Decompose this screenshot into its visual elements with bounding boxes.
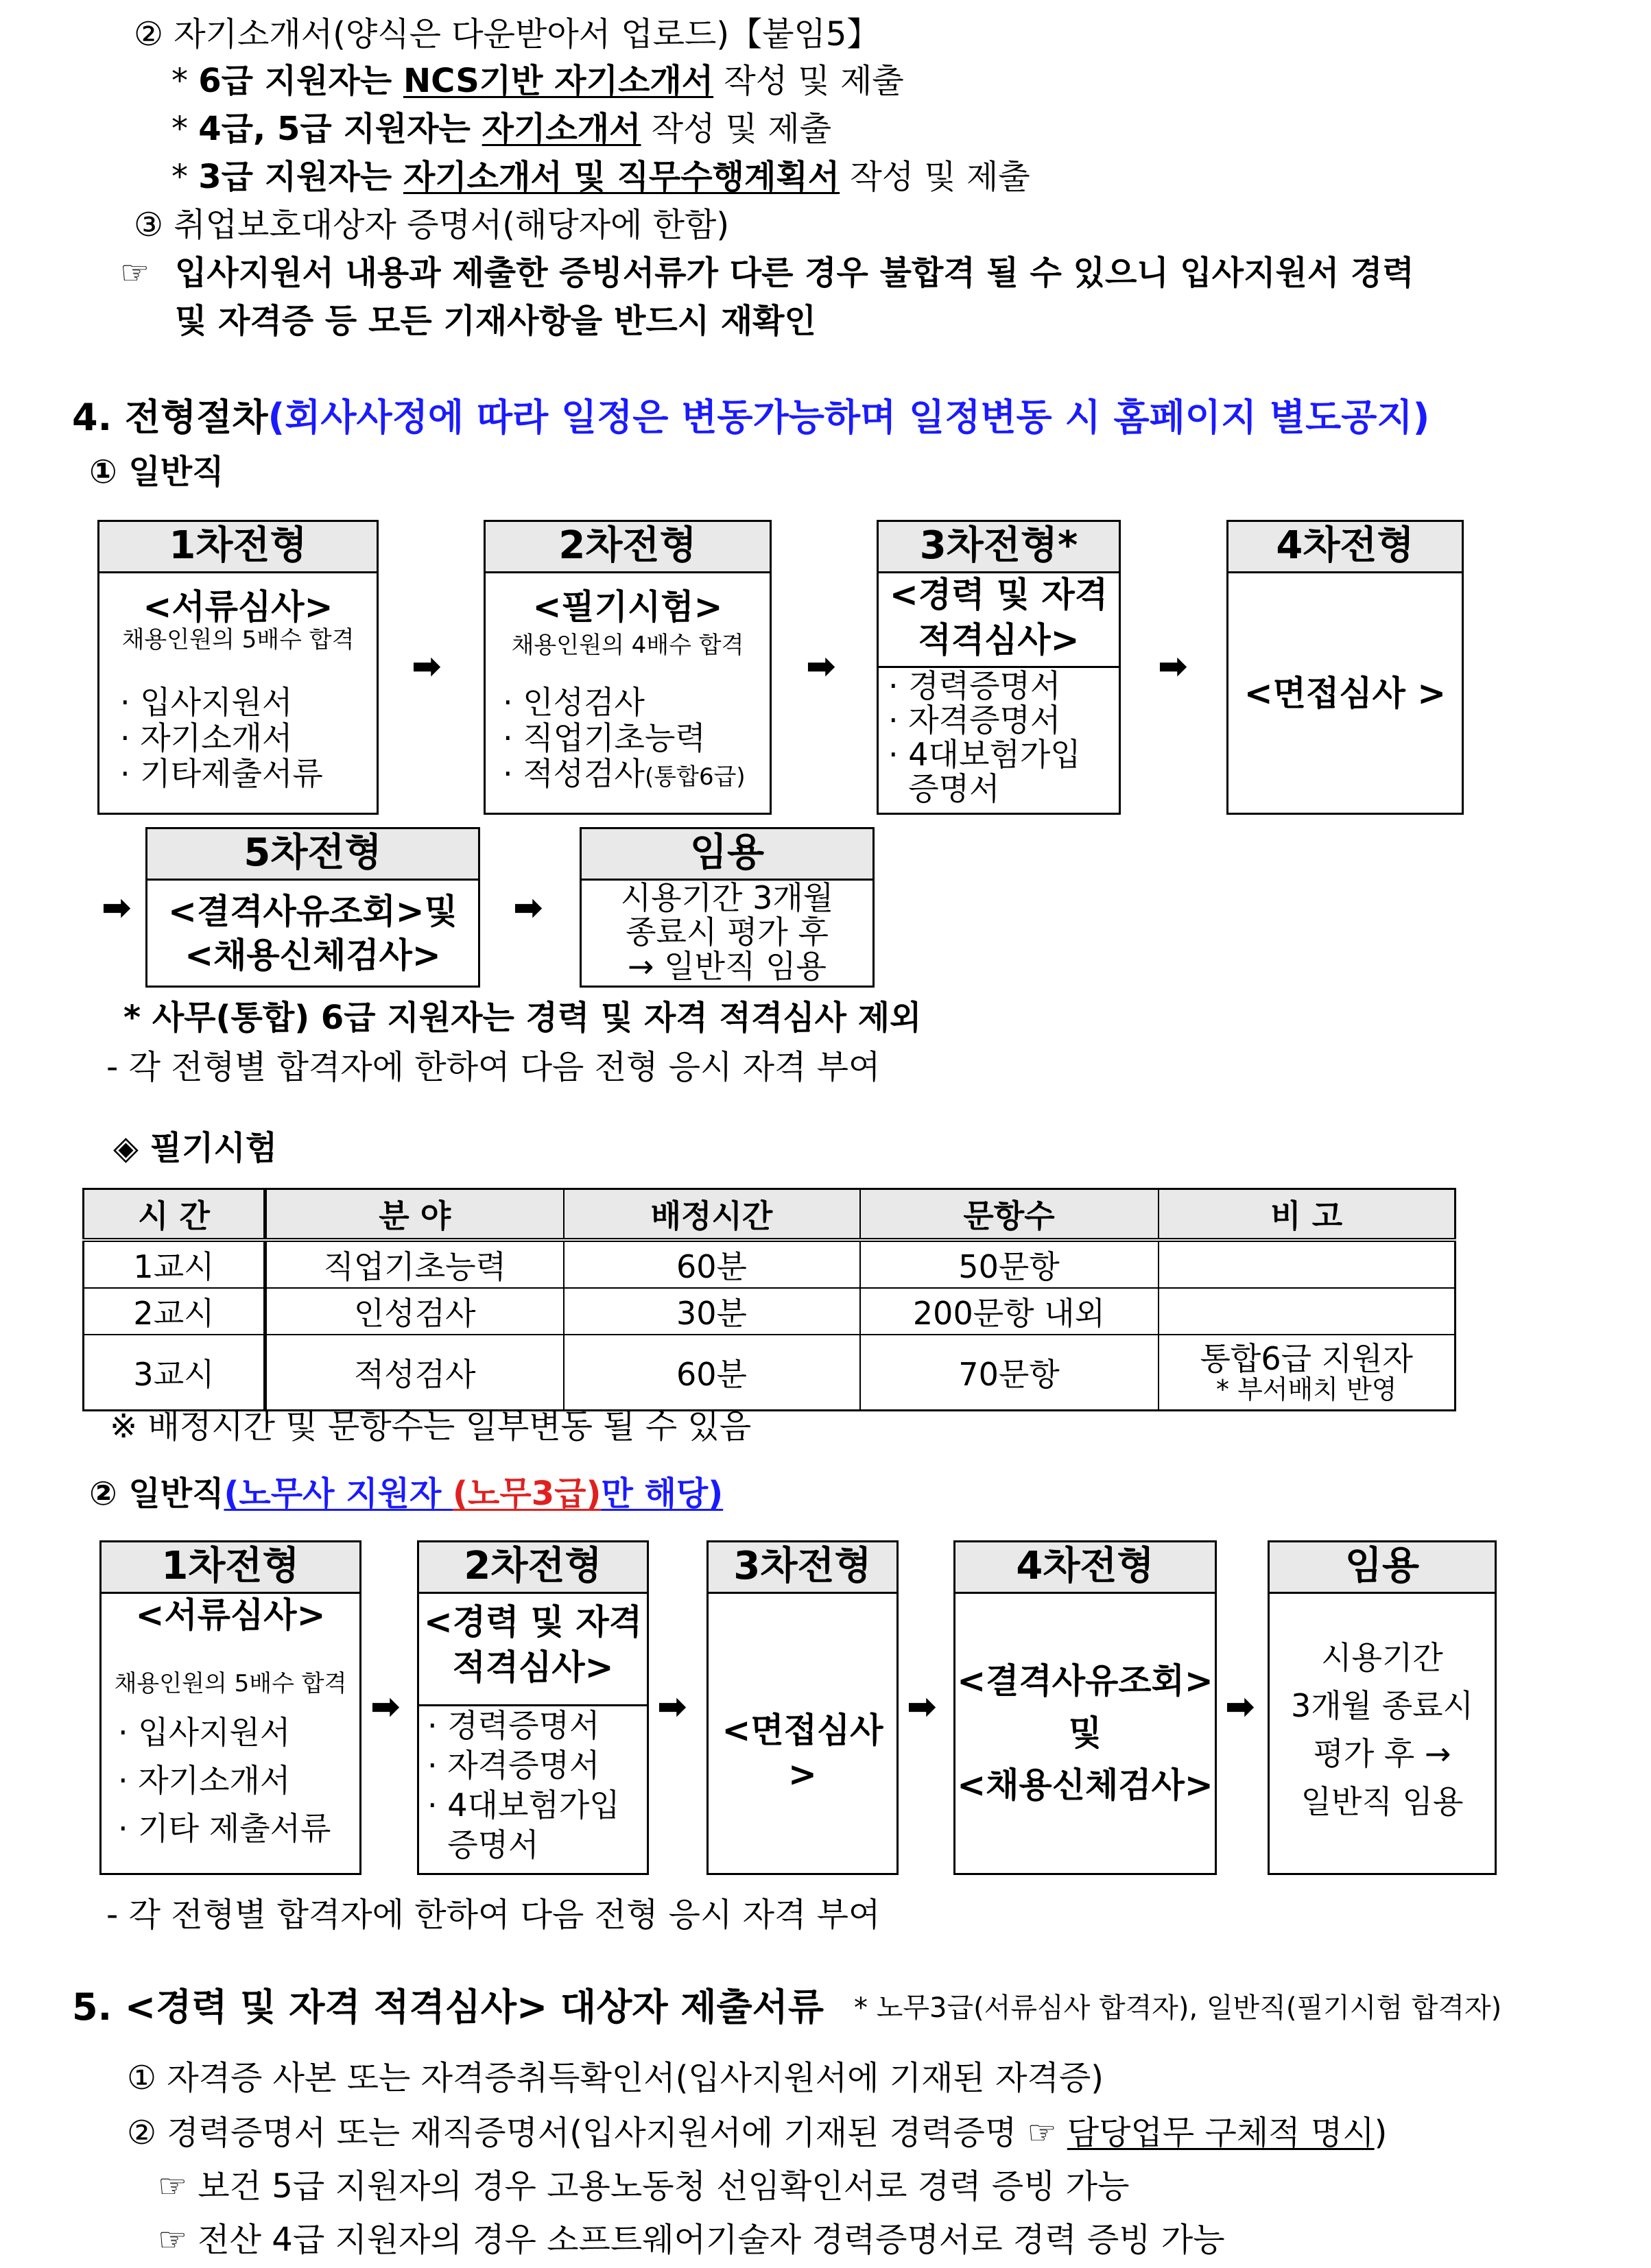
arrow-right-icon: ➡	[513, 887, 543, 929]
table-header-row	[84, 1189, 1456, 1241]
stage5-box	[145, 827, 480, 988]
labor-hire-line-3: 평가 후 →	[1313, 1735, 1451, 1772]
arrow-right-icon: ➡	[102, 887, 132, 929]
stage1-item: · 입사지원서	[120, 684, 293, 721]
stage1-sub: 채용인원의 5배수 합격	[121, 626, 355, 654]
cell: 직업기초능력	[265, 1240, 564, 1288]
doc-item-protection-cert: ③ 취업보호대상자 증명서(해당자에 한함)	[134, 206, 730, 244]
labor-hire-line-1: 시용기간	[1321, 1639, 1443, 1676]
col-header: 비 고	[1159, 1189, 1456, 1241]
stage5-line-1: <결격사유조회>및	[168, 892, 458, 931]
note-grade45: * 4급, 5급 지원자는 자기소개서 작성 및 제출	[171, 110, 832, 148]
cell: 통합6급 지원자 * 부서배치 반영	[1159, 1335, 1456, 1411]
labor-stage4-line-2: 및	[1068, 1713, 1102, 1753]
arrow-right-icon: ➡	[657, 1686, 687, 1728]
table-row	[84, 1288, 1456, 1335]
table-row	[84, 1335, 1456, 1411]
exam-table	[82, 1188, 1456, 1411]
labor-stage4-head: 4차전형	[955, 1542, 1215, 1594]
stage1-item: · 기타제출서류	[120, 755, 323, 792]
doc-item-self-intro: ② 자기소개서(양식은 다운받아서 업로드)【붙임5】	[134, 15, 880, 53]
labor-stage1-item: · 기타 제출서류	[118, 1810, 331, 1847]
labor-stage2-item: · 4대보험가입	[427, 1787, 620, 1824]
cell: 70문항	[860, 1335, 1159, 1411]
stage3-item: · 경력증명서	[888, 667, 1061, 704]
stage1-head: 1차전형	[99, 522, 377, 573]
arrow-right-icon: ➡	[412, 646, 442, 687]
cell: 60분	[564, 1240, 860, 1288]
cell: 3교시	[84, 1335, 265, 1411]
hire-line-3: → 일반직 임용	[628, 948, 827, 985]
cell: 30분	[564, 1288, 860, 1335]
exam-title: ◈ 필기시험	[113, 1129, 278, 1167]
col-header: 배정시간	[564, 1189, 860, 1241]
stage3-title-1: <경력 및 자격	[889, 575, 1108, 614]
labor-stage1-sub: 채용인원의 5배수 합격	[114, 1670, 347, 1697]
labor-stage2-title-1: <경력 및 자격	[423, 1602, 643, 1642]
stage2-item: · 직업기초능력	[503, 719, 706, 756]
stage1-item: · 자기소개서	[120, 719, 293, 756]
stage5-head: 5차전형	[147, 829, 478, 881]
pointing-hand-icon: ☞	[120, 254, 150, 292]
stage2-item: · 인성검사	[503, 684, 645, 721]
stage3-box	[877, 520, 1121, 815]
labor-stage2-head: 2차전형	[419, 1542, 647, 1594]
labor-hire-line-2: 3개월 종료시	[1290, 1687, 1474, 1724]
stage4-head: 4차전형	[1228, 522, 1462, 573]
labor-stage1-head: 1차전형	[102, 1542, 359, 1594]
exam-note: ※ 배정시간 및 문항수는 일부변동 될 수 있음	[110, 1407, 752, 1446]
section-5-note: * 노무3급(서류심사 합격자), 일반직(필기시험 합격자)	[854, 1992, 1502, 2024]
stage3-title-2: 적격심사>	[918, 620, 1080, 660]
labor-hire-box	[1268, 1540, 1497, 1875]
stage3-item: · 자격증명서	[888, 702, 1061, 739]
labor-stage2-item: 증명서	[427, 1826, 539, 1863]
labor-hire-line-4: 일반직 임용	[1300, 1783, 1464, 1820]
labor-stage1-item: · 자기소개서	[118, 1762, 291, 1799]
cell: 인성검사	[265, 1288, 564, 1335]
labor-stage2-divider	[419, 1704, 647, 1706]
stage4-title: <면접심사 >	[1244, 673, 1447, 713]
cell: 200문항 내외	[860, 1288, 1159, 1335]
stage2-sub: 채용인원의 4배수 합격	[511, 632, 744, 659]
col-header: 시 간	[84, 1189, 265, 1241]
note-grade6: * 6급 지원자는 NCS기반 자기소개서 작성 및 제출	[171, 62, 904, 100]
arrow-right-icon: ➡	[1158, 646, 1188, 687]
section-5-heading: 5. <경력 및 자격 적격심사> 대상자 제출서류	[72, 1985, 824, 2029]
cell	[1159, 1240, 1456, 1288]
sub-note-it: ☞ 전산 4급 지원자의 경우 소프트웨어기술자 경력증명서로 경력 증빙 가능	[158, 2221, 1225, 2259]
labor-stage2-box	[417, 1540, 649, 1875]
doc-item-certificate: ① 자격증 사본 또는 자격증취득확인서(입사지원서에 기재된 자격증)	[127, 2059, 1104, 2097]
stage1-box	[97, 520, 379, 815]
table-row	[84, 1240, 1456, 1288]
stage5-line-2: <채용신체검사>	[185, 935, 441, 975]
cell: 60분	[564, 1335, 860, 1411]
arrow-right-icon: ➡	[806, 646, 836, 687]
general-track-label: ① 일반직	[89, 453, 224, 491]
labor-stage4-line-3: <채용신체검사>	[957, 1765, 1213, 1805]
labor-stage1-box	[99, 1540, 361, 1875]
labor-stage2-item: · 경력증명서	[427, 1707, 600, 1744]
cell: 적성검사	[265, 1335, 564, 1411]
stage2-item: · 적성검사(통합6급)	[503, 755, 746, 792]
labor-track-label: ② 일반직(노무사 지원자 (노무3급)만 해당)	[89, 1475, 724, 1513]
hire-box	[580, 827, 875, 988]
labor-stage1-item: · 입사지원서	[118, 1714, 291, 1751]
col-header: 분 야	[265, 1189, 564, 1241]
col-header: 문항수	[860, 1189, 1159, 1241]
cell: 1교시	[84, 1240, 265, 1288]
labor-hire-head: 임용	[1270, 1542, 1495, 1594]
hire-line-2: 종료시 평가 후	[626, 914, 829, 951]
sub-note-health: ☞ 보건 5급 지원자의 경우 고용노동청 선임확인서로 경력 증빙 가능	[158, 2167, 1130, 2206]
labor-stage3-title: <면접심사>	[722, 1710, 883, 1794]
note-grade3: * 3급 지원자는 자기소개서 및 직무수행계획서 작성 및 제출	[171, 158, 1030, 196]
arrow-right-icon: ➡	[370, 1686, 401, 1728]
cell	[1159, 1288, 1456, 1335]
warning-line-2: 및 자격증 등 모든 기재사항을 반드시 재확인	[175, 302, 816, 340]
stage2-title: <필기시험>	[532, 587, 723, 627]
stage3-item: 증명서	[888, 770, 1000, 807]
stage2-box	[484, 520, 772, 815]
note-exempt: * 사무(통합) 6급 지원자는 경력 및 자격 적격심사 제외	[123, 999, 922, 1037]
stage2-head: 2차전형	[486, 522, 770, 573]
note-pass: - 각 전형별 합격자에 한하여 다음 전형 응시 자격 부여	[106, 1048, 881, 1086]
stage1-title: <서류심사>	[143, 587, 333, 627]
hire-line-1: 시용기간 3개월	[620, 879, 834, 916]
labor-stage1-title: <서류심사>	[135, 1595, 326, 1635]
labor-stage3-head: 3차전형	[709, 1542, 896, 1594]
doc-item-career: ② 경력증명서 또는 재직증명서(입사지원서에 기재된 경력증명 ☞ 담당업무 구체적 명시)	[127, 2114, 1388, 2152]
warning-line-1: 입사지원서 내용과 제출한 증빙서류가 다른 경우 불합격 될 수 있으니 입사지원서 경력	[175, 254, 1414, 292]
stage3-item: · 4대보험가입	[888, 736, 1081, 773]
labor-stage2-title-2: 적격심사>	[452, 1647, 614, 1687]
cell: 2교시	[84, 1288, 265, 1335]
labor-stage3-box	[706, 1540, 899, 1875]
labor-stage2-item: · 자격증명서	[427, 1747, 600, 1784]
stage4-box	[1226, 520, 1464, 815]
section-4-heading: 4. 전형절차(회사사정에 따라 일정은 변동가능하며 일정변동 시 홈페이지 별도공지)	[72, 396, 1430, 439]
hire-head: 임용	[582, 829, 872, 881]
stage3-head: 3차전형*	[879, 522, 1119, 573]
labor-stage4-box	[953, 1540, 1217, 1875]
labor-stage4-line-1: <결격사유조회>	[957, 1661, 1213, 1701]
cell: 50문항	[860, 1240, 1159, 1288]
arrow-right-icon: ➡	[1225, 1686, 1255, 1728]
arrow-right-icon: ➡	[907, 1686, 937, 1728]
labor-note-pass: - 각 전형별 합격자에 한하여 다음 전형 응시 자격 부여	[106, 1896, 881, 1934]
